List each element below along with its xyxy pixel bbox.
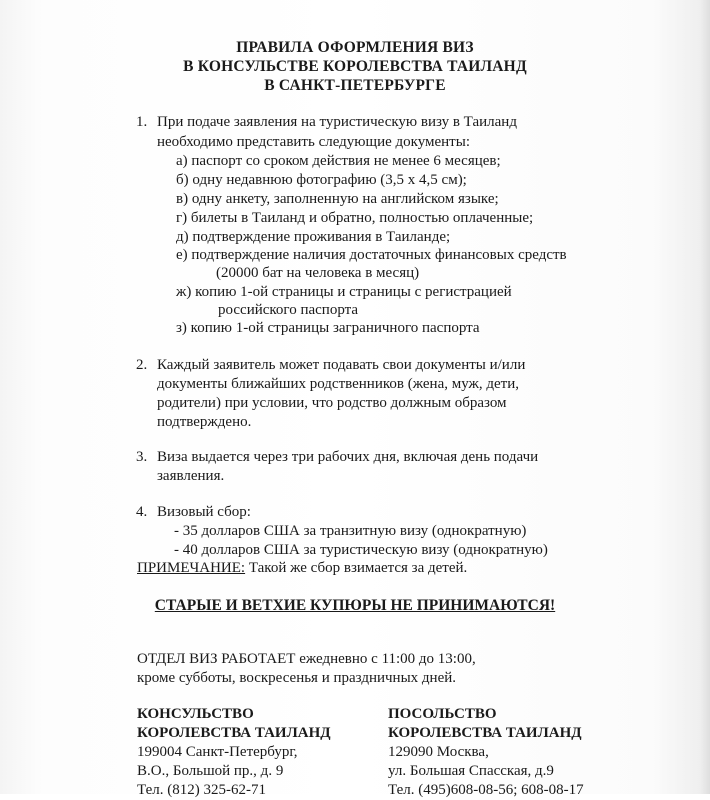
embassy-address-1: 129090 Москва, bbox=[388, 744, 489, 760]
item-3-line-2: заявления. bbox=[157, 468, 225, 484]
item-2-line-2: документы ближайших родственников (жена, муж, дети, bbox=[157, 376, 520, 392]
consulate-heading-1: КОНСУЛЬСТВО bbox=[137, 706, 254, 722]
consulate-phone: Тел. (812) 325-62-71 bbox=[137, 782, 266, 798]
embassy-heading-2: КОРОЛЕВСТВА ТАИЛАНД bbox=[388, 725, 582, 741]
title-line-3: В САНКТ-ПЕТЕРБУРГЕ bbox=[264, 77, 446, 94]
item-1-intro-line-2: необходимо представить следующие документы: bbox=[157, 134, 470, 150]
title-line-2: В КОНСУЛЬСТВЕ КОРОЛЕВСТВА ТАИЛАНД bbox=[183, 58, 527, 75]
hours-line-2: кроме субботы, воскресенья и праздничных дней. bbox=[137, 670, 457, 686]
warning-banknotes: СТАРЫЕ И ВЕТХИЕ КУПЮРЫ НЕ ПРИНИМАЮТСЯ! bbox=[154, 597, 556, 614]
item-2-line-1: Каждый заявитель может подавать свои документы и/или bbox=[157, 357, 526, 373]
item-1-point-zh-line-1: ж) копию 1-ой страницы и страницы с регистрацией bbox=[176, 284, 512, 300]
document-title bbox=[0, 38, 710, 95]
item-1-point-a: а) паспорт со сроком действия не менее 6 месяцев; bbox=[176, 153, 501, 169]
item-4-fee-tourist: - 40 долларов США за туристическую визу (однократную) bbox=[174, 542, 548, 558]
item-3-line-1: Виза выдается через три рабочих дня, включая день подачи bbox=[157, 449, 539, 465]
item-2-number: 2. bbox=[136, 357, 148, 373]
item-1-point-zh-line-2: российского паспорта bbox=[218, 302, 359, 318]
embassy-address-2: ул. Большая Спасская, д.9 bbox=[388, 763, 554, 779]
consulate-address-block bbox=[137, 705, 331, 800]
consulate-heading-2: КОРОЛЕВСТВА ТАИЛАНД bbox=[137, 725, 331, 741]
item-2-line-3: родители) при условии, что родство должным образом bbox=[157, 395, 507, 411]
item-1-point-e-line-1: е) подтверждение наличия достаточных финансовых средств bbox=[176, 247, 567, 263]
item-1-point-e-line-2: (20000 бат на человека в месяц) bbox=[216, 265, 420, 281]
embassy-phone: Тел. (495)608-08-56; 608-08-17 bbox=[388, 782, 584, 798]
note-label: ПРИМЕЧАНИЕ: bbox=[137, 560, 246, 576]
hours-line-1: ОТДЕЛ ВИЗ РАБОТАЕТ ежедневно с 11:00 до 13:00, bbox=[137, 651, 476, 667]
item-4-number: 4. bbox=[136, 504, 148, 520]
item-4-note bbox=[137, 559, 467, 578]
item-4-line-1: Визовый сбор: bbox=[157, 504, 251, 520]
item-1-number: 1. bbox=[136, 114, 148, 130]
item-1-point-g: г) билеты в Таиланд и обратно, полностью оплаченные; bbox=[176, 210, 534, 226]
consulate-address-1: 199004 Санкт-Петербург, bbox=[137, 744, 298, 760]
title-line-1: ПРАВИЛА ОФОРМЛЕНИЯ ВИЗ bbox=[236, 39, 474, 56]
item-1-point-z: з) копию 1-ой страницы заграничного паспорта bbox=[176, 320, 480, 336]
embassy-heading-1: ПОСОЛЬСТВО bbox=[388, 706, 497, 722]
item-4-fee-transit: - 35 долларов США за транзитную визу (однократную) bbox=[174, 523, 527, 539]
item-1-point-d: д) подтверждение проживания в Таиланде; bbox=[176, 229, 451, 245]
embassy-address-block bbox=[388, 705, 584, 800]
item-1-intro-line-1: При подаче заявления на туристическую визу в Таиланд bbox=[157, 114, 517, 130]
note-text: Такой же сбор взимается за детей. bbox=[245, 560, 468, 576]
item-1-point-v: в) одну анкету, заполненную на английском языке; bbox=[176, 191, 499, 207]
item-3-number: 3. bbox=[136, 449, 148, 465]
item-1-point-b: б) одну недавнюю фотографию (3,5 х 4,5 см); bbox=[176, 172, 467, 188]
page-edge-shadow bbox=[700, 0, 710, 794]
item-2-line-4: подтверждено. bbox=[157, 414, 252, 430]
consulate-address-2: В.О., Большой пр., д. 9 bbox=[137, 763, 284, 779]
